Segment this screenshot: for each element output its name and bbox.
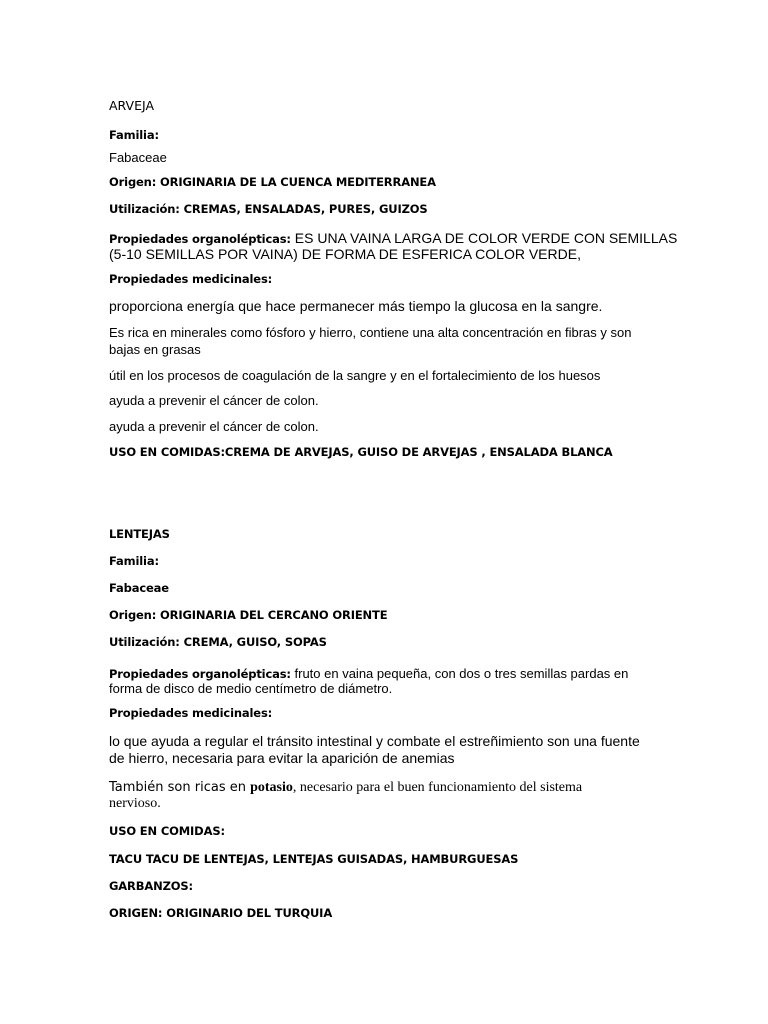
lentejas-med-2-bold: potasio (250, 780, 293, 795)
lentejas-organo-line2: forma de disco de medio centímetro de diámetro. (109, 681, 393, 696)
lentejas-med-2-line2: nervioso. (109, 796, 161, 811)
lentejas-utilizacion-value: CREMA, GUISO, SOPAS (179, 635, 327, 649)
arveja-organo-line1: ES UNA VAINA LARGA DE COLOR VERDE CON SEMILLAS (290, 230, 678, 246)
lentejas-title: LENTEJAS (109, 527, 170, 541)
arveja-med-3: útil en los procesos de coagulación de la sangre y en el fortalecimiento de los huesos (109, 368, 601, 383)
arveja-utilizacion-label: Utilización: (109, 202, 180, 216)
lentejas-med-2-rest: , necesario para el buen funcionamiento del sistema (292, 780, 583, 795)
lentejas-familia-label: Familia: (109, 554, 159, 568)
arveja-utilizacion-value: CREMAS, ENSALADAS, PURES, GUIZOS (179, 202, 428, 216)
arveja-med-5: ayuda a prevenir el cáncer de colon. (109, 419, 319, 434)
arveja-med-1: proporciona energía que hace permanecer más tiempo la glucosa en la sangre. (109, 298, 603, 314)
arveja-med-4: ayuda a prevenir el cáncer de colon. (109, 393, 319, 408)
arveja-title: ARVEJA (109, 98, 155, 113)
arveja-organo-label: Propiedades organolépticas: (109, 232, 291, 246)
garbanzos-title: GARBANZOS: (109, 879, 193, 893)
lentejas-origen (109, 609, 387, 623)
lentejas-origen-value: ORIGINARIA DEL CERCANO ORIENTE (156, 608, 388, 622)
arveja-origen (109, 176, 436, 190)
garbanzos-origen: ORIGEN: ORIGINARIO DEL TURQUIA (109, 906, 333, 920)
lentejas-utilizacion-label: Utilización: (109, 635, 180, 649)
arveja-medicinales-label: Propiedades medicinales: (109, 272, 273, 286)
arveja-med-2-line1: Es rica en minerales como fósforo y hierro, contiene una alta concentración en fibras y son (109, 325, 632, 340)
arveja-utilizacion (109, 203, 428, 217)
arveja-med-2-line2: bajas en grasas (109, 342, 201, 357)
arveja-familia-label: Familia: (109, 128, 159, 142)
lentejas-medicinales-label: Propiedades medicinales: (109, 706, 273, 720)
lentejas-utilizacion (109, 636, 327, 650)
lentejas-organo-line1: fruto en vaina pequeña, con dos o tres semillas pardas en (290, 666, 629, 681)
lentejas-med-2 (109, 777, 582, 797)
lentejas-med-1-line2: de hierro, necesaria para evitar la aparición de anemias (109, 750, 455, 766)
lentejas-uso-label: USO EN COMIDAS: (109, 824, 225, 838)
arveja-uso: USO EN COMIDAS:CREMA DE ARVEJAS, GUISO DE ARVEJAS , ENSALADA BLANCA (109, 445, 613, 459)
arveja-origen-value: ORIGINARIA DE LA CUENCA MEDITERRANEA (156, 175, 436, 189)
lentejas-organo-label: Propiedades organolépticas: (109, 667, 291, 681)
arveja-organo-line2: (5-10 SEMILLAS POR VAINA) DE FORMA DE ESFERICA COLOR VERDE, (109, 246, 581, 262)
lentejas-med-2-prefix: También son ricas en (109, 780, 251, 795)
lentejas-familia-value: Fabaceae (109, 581, 169, 595)
lentejas-med-1-line1: lo que ayuda a regular el tránsito intestinal y combate el estreñimiento son una fuente (109, 733, 640, 749)
lentejas-origen-label: Origen: (109, 608, 157, 622)
lentejas-uso-value: TACU TACU DE LENTEJAS, LENTEJAS GUISADAS, HAMBURGUESAS (109, 852, 519, 866)
arveja-familia-value: Fabaceae (109, 150, 167, 165)
arveja-origen-label: Origen: (109, 175, 157, 189)
